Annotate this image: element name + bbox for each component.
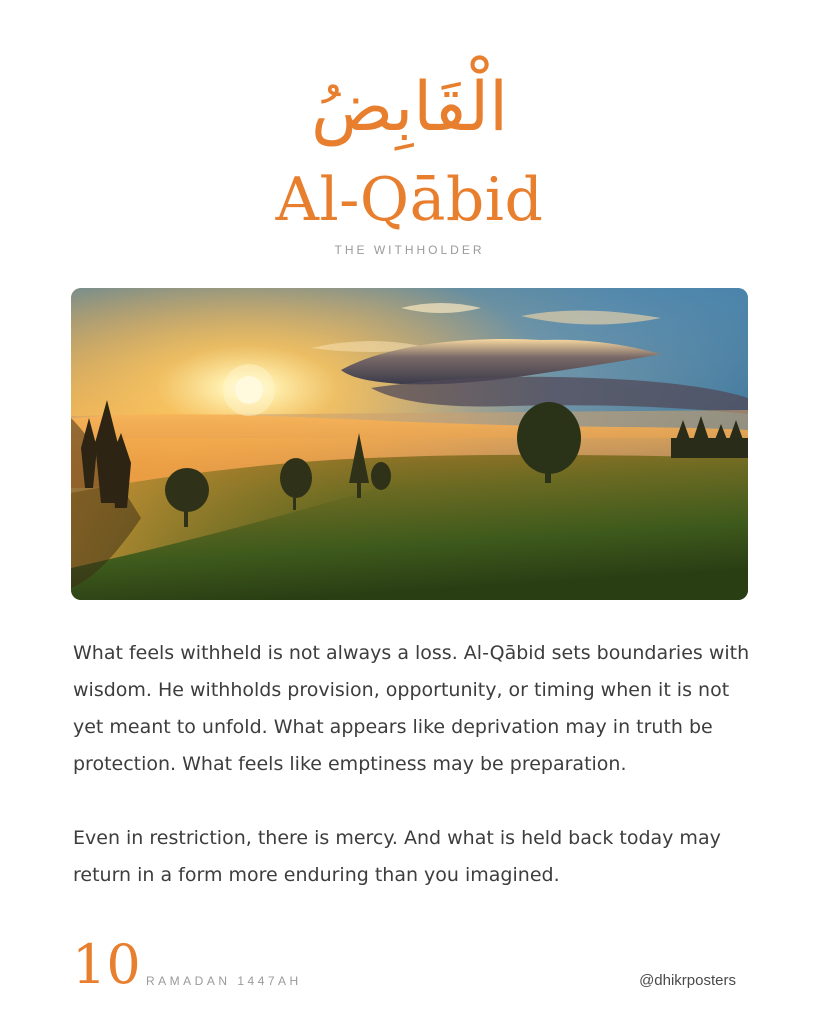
ramadan-label: RAMADAN 1447AH <box>146 974 302 988</box>
paragraph-1: What feels withheld is not always a loss. Al-Qābid sets boundaries with wisdom. He withholds provision, opportunity, or timing when it is not yet meant to unfold. What appears like deprivation may in truth be protection. What feels like emptiness may be preparation. <box>73 642 750 775</box>
paragraph-2: Even in restriction, there is mercy. And what is held back today may return in a form more enduring than you imagined. <box>73 827 721 886</box>
subtitle: THE WITHHOLDER <box>334 243 485 257</box>
arabic-title: الْقَابِضُ <box>311 68 508 147</box>
social-handle: @dhikrposters <box>639 972 736 989</box>
body-text <box>73 635 763 894</box>
day-number: 10 <box>72 933 141 996</box>
page-title: Al-Qābid <box>275 165 544 235</box>
landscape-image <box>71 288 748 600</box>
